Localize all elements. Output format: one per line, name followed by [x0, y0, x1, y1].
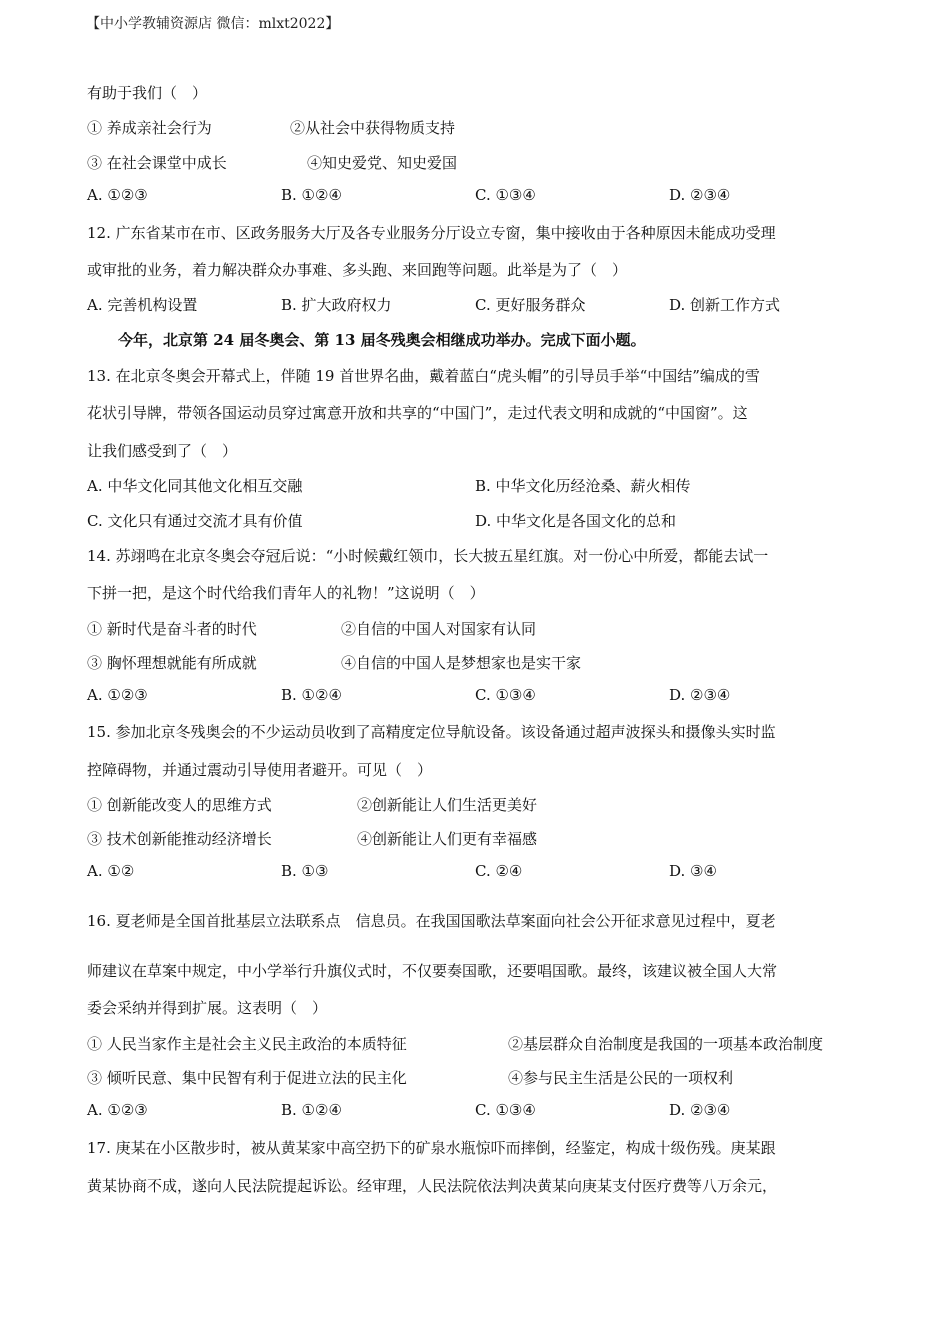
- q15-option-c: C. ②④: [475, 862, 523, 880]
- q15-item-3: ③ 技术创新能推动经济增长: [87, 830, 272, 848]
- q17-line-1: 17. 庚某在小区散步时，被从黄某家中高空扔下的矿泉水瓶惊吓而摔倒，经鉴定，构成十级伤残。庚某跟: [87, 1139, 776, 1157]
- q16-item-3: ③ 倾听民意、集中民智有利于促进立法的民主化: [87, 1069, 407, 1087]
- q11-item-4: ④知史爱党、知史爱国: [307, 154, 458, 172]
- q16-option-d: D. ②③④: [669, 1101, 731, 1119]
- q16-item-4: ④参与民主生活是公民的一项权利: [508, 1069, 734, 1087]
- q13-option-b: B. 中华文化历经沧桑、薪火相传: [475, 477, 691, 495]
- q11-item-2: ②从社会中获得物质支持: [290, 119, 456, 137]
- q11-option-c: C. ①③④: [475, 186, 536, 204]
- q12-line-1: 12. 广东省某市在市、区政务服务大厅及各专业服务分厅设立专窗，集中接收由于各种原因未能成功受理: [87, 224, 776, 242]
- q14-option-b: B. ①②④: [281, 686, 342, 704]
- q15-option-a: A. ①②: [87, 862, 135, 880]
- page-header: 【中小学教辅资源店 微信：mlxt2022】: [86, 16, 340, 32]
- q12-option-b: B. 扩大政府权力: [281, 296, 392, 314]
- q11-stem: 有助于我们（ ）: [87, 84, 208, 102]
- q11-item-3: ③ 在社会课堂中成长: [87, 154, 227, 172]
- q15-item-1: ① 创新能改变人的思维方式: [87, 796, 272, 814]
- q13-option-a: A. 中华文化同其他文化相互交融: [87, 477, 303, 495]
- q16-line-3: 委会采纳并得到扩展。这表明（ ）: [87, 999, 328, 1017]
- q13-line-1: 13. 在北京冬奥会开幕式上，伴随 19 首世界名曲，戴着蓝白“虎头帽”的引导员手举“中国结”编成的雪: [87, 367, 760, 385]
- q11-option-a: A. ①②③: [87, 186, 148, 204]
- q17-line-2: 黄某协商不成，遂向人民法院提起诉讼。经审理，人民法院依法判决黄某向庚某支付医疗费等八万余元，: [87, 1177, 778, 1195]
- q16-item-2: ②基层群众自治制度是我国的一项基本政治制度: [508, 1035, 824, 1053]
- q12-option-a: A. 完善机构设置: [87, 296, 198, 314]
- q13-line-2: 花状引导牌，带领各国运动员穿过寓意开放和共享的“中国门”，走过代表文明和成就的“中国窗”。这: [87, 404, 748, 422]
- q13-option-c: C. 文化只有通过交流才具有价值: [87, 512, 303, 530]
- q15-item-2: ②创新能让人们生活更美好: [357, 796, 538, 814]
- q11-item-1: ① 养成亲社会行为: [87, 119, 212, 137]
- q12-line-2: 或审批的业务，着力解决群众办事难、多头跑、来回跑等问题。此举是为了（ ）: [87, 261, 628, 279]
- q14-option-c: C. ①③④: [475, 686, 536, 704]
- q14-item-1: ① 新时代是奋斗者的时代: [87, 620, 257, 638]
- q14-line-1: 14. 苏翊鸣在北京冬奥会夺冠后说：“小时候戴红领巾，长大披五星红旗。对一份心中所爱，都能去试一: [87, 547, 769, 565]
- q12-option-c: C. 更好服务群众: [475, 296, 586, 314]
- q13-line-3: 让我们感受到了（ ）: [87, 442, 238, 460]
- q12-option-d: D. 创新工作方式: [669, 296, 781, 314]
- q16-option-a: A. ①②③: [87, 1101, 148, 1119]
- q15-line-1: 15. 参加北京冬残奥会的不少运动员收到了高精度定位导航设备。该设备通过超声波探头和摄像头实时监: [87, 723, 776, 741]
- q15-option-d: D. ③④: [669, 862, 717, 880]
- q14-item-4: ④自信的中国人是梦想家也是实干家: [341, 654, 582, 672]
- q11-option-b: B. ①②④: [281, 186, 342, 204]
- q14-item-3: ③ 胸怀理想就能有所成就: [87, 654, 257, 672]
- q14-option-d: D. ②③④: [669, 686, 731, 704]
- q16-line-2: 师建议在草案中规定，中小学举行升旗仪式时，不仅要奏国歌，还要唱国歌。最终，该建议被全国人大常: [87, 962, 778, 980]
- section-intro: 今年，北京第 24 届冬奥会、第 13 届冬残奥会相继成功举办。完成下面小题。: [118, 331, 646, 349]
- q16-line-1: 16. 夏老师是全国首批基层立法联系点 信息员。在我国国歌法草案面向社会公开征求意见过程中，夏老: [87, 912, 776, 930]
- q15-line-2: 控障碍物，并通过震动引导使用者避开。可见（ ）: [87, 761, 433, 779]
- q15-item-4: ④创新能让人们更有幸福感: [357, 830, 538, 848]
- q14-line-2: 下拼一把，是这个时代给我们青年人的礼物！”这说明（ ）: [87, 584, 485, 602]
- q16-option-b: B. ①②④: [281, 1101, 342, 1119]
- q13-option-d: D. 中华文化是各国文化的总和: [475, 512, 677, 530]
- q16-item-1: ① 人民当家作主是社会主义民主政治的本质特征: [87, 1035, 407, 1053]
- q11-option-d: D. ②③④: [669, 186, 731, 204]
- q16-option-c: C. ①③④: [475, 1101, 536, 1119]
- q15-option-b: B. ①③: [281, 862, 329, 880]
- q14-item-2: ②自信的中国人对国家有认同: [341, 620, 537, 638]
- q14-option-a: A. ①②③: [87, 686, 148, 704]
